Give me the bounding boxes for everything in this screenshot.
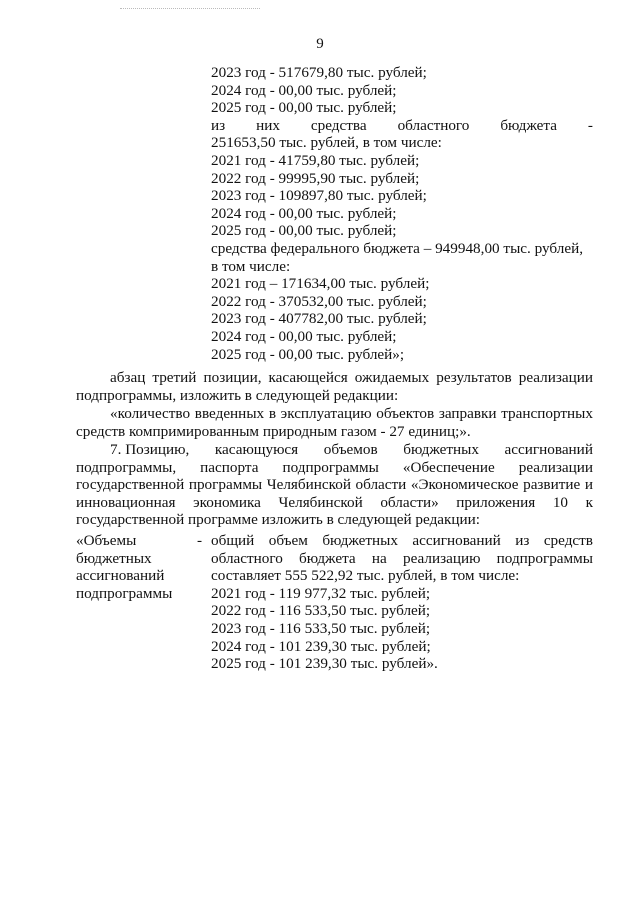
word: из [211, 116, 226, 134]
word: и [584, 476, 593, 494]
word: бюджетных [403, 441, 479, 458]
table-value-line [211, 550, 593, 568]
regional-line: 251653,50 тыс. рублей, в том числе: [211, 134, 442, 152]
federal-line: средства федерального бюджета – 949948,00 тыс. рублей, [211, 239, 583, 257]
scan-artifact [120, 8, 260, 10]
word: объемов [323, 441, 378, 458]
word: паспорта [200, 458, 259, 476]
paragraph-line [76, 369, 593, 387]
word: реализации [518, 369, 593, 386]
word: ассигнований [412, 532, 501, 549]
word: касающуюся [214, 441, 299, 458]
word: реализации [518, 458, 593, 476]
word: государственной [76, 476, 185, 494]
word: подпрограммы, [76, 458, 177, 476]
table-label: «Объемы [76, 532, 137, 549]
paragraph-line: государственной программе изложить в следующей редакции: [76, 511, 481, 529]
word: «Экономическое [410, 476, 519, 494]
word: из [515, 532, 530, 549]
word: инновационная [76, 493, 176, 511]
table-value-line [211, 532, 593, 550]
word: объем [268, 532, 308, 549]
paragraph-line: средств компримированным природным газом - 27 единиц;». [76, 422, 471, 440]
paragraph-seven [76, 441, 593, 529]
funding-block [211, 64, 593, 363]
regional-line: 2023 год - 109897,80 тыс. рублей; [211, 187, 427, 205]
word: на [371, 549, 387, 567]
regional-line: 2025 год - 00,00 тыс. рублей; [211, 222, 397, 240]
table-dash: - [197, 532, 203, 549]
word: «количество [110, 405, 191, 422]
table-value-line: составляет 555 522,92 тыс. рублей, в том числе: [211, 567, 520, 585]
word: них [256, 116, 280, 134]
word: эксплуатацию [280, 405, 372, 422]
word: развитие [523, 476, 581, 494]
word: позиции, [203, 369, 262, 386]
word: ожидаемых [354, 369, 430, 386]
word: области [355, 476, 407, 494]
table-value-line: 2025 год - 101 239,30 тыс. рублей». [211, 655, 438, 673]
word: экономика [193, 493, 261, 511]
word: средств [543, 532, 593, 549]
paragraph-quote [76, 405, 593, 440]
word: касающейся [268, 369, 348, 386]
table-label-column [76, 532, 196, 602]
paragraph-line [76, 405, 593, 423]
word: заправки [438, 405, 497, 422]
word: «Обеспечение [402, 458, 495, 476]
regional-line: 2024 год - 00,00 тыс. рублей; [211, 204, 397, 222]
funding-line: 2023 год - 517679,80 тыс. рублей; [211, 64, 427, 81]
table-value-line: 2024 год - 101 239,30 тыс. рублей; [211, 637, 431, 655]
word: программы [188, 476, 263, 494]
table-label: ассигнований [76, 567, 165, 585]
federal-line: в том числе: [211, 257, 291, 275]
word: третий [152, 369, 197, 386]
paragraph-abzac [76, 369, 593, 404]
paragraph-line [76, 476, 593, 494]
paragraph-line [76, 459, 593, 477]
word: 7. Позицию, [110, 441, 190, 458]
word: ассигнований [504, 441, 593, 458]
paragraph-line [76, 494, 593, 512]
word: подпрограммы [496, 549, 593, 567]
word: области» [380, 493, 439, 511]
word: подпрограммы [282, 458, 379, 476]
word: объектов [376, 405, 435, 422]
word: транспортных [501, 405, 593, 422]
regional-line: 2021 год - 41759,80 тыс. рублей; [211, 151, 420, 169]
word: бюджета [299, 549, 356, 567]
paragraph-line [76, 441, 593, 459]
word: реализацию [402, 549, 481, 567]
table-value-line: 2023 год - 116 533,50 тыс. рублей; [211, 619, 431, 637]
table-value-line: 2021 год - 119 977,32 тыс. рублей; [211, 584, 431, 602]
paragraph-line: подпрограммы, изложить в следующей редакции: [76, 386, 399, 404]
federal-line: 2022 год - 370532,00 тыс. рублей; [211, 292, 427, 310]
federal-line: 2023 год - 407782,00 тыс. рублей; [211, 310, 427, 328]
federal-line: 2024 год - 00,00 тыс. рублей; [211, 327, 397, 345]
table-label: бюджетных [76, 549, 152, 567]
word: 10 [552, 493, 568, 511]
word: - [587, 116, 593, 134]
regional-header [211, 117, 593, 135]
word: результатов [436, 369, 512, 386]
page-number: 9 [316, 36, 324, 52]
word: средства [310, 116, 367, 134]
regional-line: 2022 год - 99995,90 тыс. рублей; [211, 169, 420, 187]
table-value-line: 2022 год - 116 533,50 тыс. рублей; [211, 602, 431, 620]
federal-line: 2025 год - 00,00 тыс. рублей»; [211, 345, 405, 363]
table-label: подпрограммы [76, 584, 173, 602]
word: бюджета [500, 116, 557, 134]
word: введенных [194, 405, 265, 422]
word: Челябинской [278, 493, 363, 511]
word: Челябинской [266, 476, 351, 494]
word: в [268, 405, 276, 422]
word: к [585, 493, 593, 511]
word: приложения [456, 493, 536, 511]
word: бюджетных [322, 532, 398, 549]
word: областного [211, 549, 283, 567]
funding-line: 2024 год - 00,00 тыс. рублей; [211, 81, 397, 99]
table-value-column [211, 532, 593, 673]
word: общий [211, 532, 255, 549]
word: областного [397, 116, 470, 134]
federal-line: 2021 год – 171634,00 тыс. рублей; [211, 275, 430, 293]
word: абзац [110, 369, 146, 386]
funding-line: 2025 год - 00,00 тыс. рублей; [211, 99, 397, 117]
